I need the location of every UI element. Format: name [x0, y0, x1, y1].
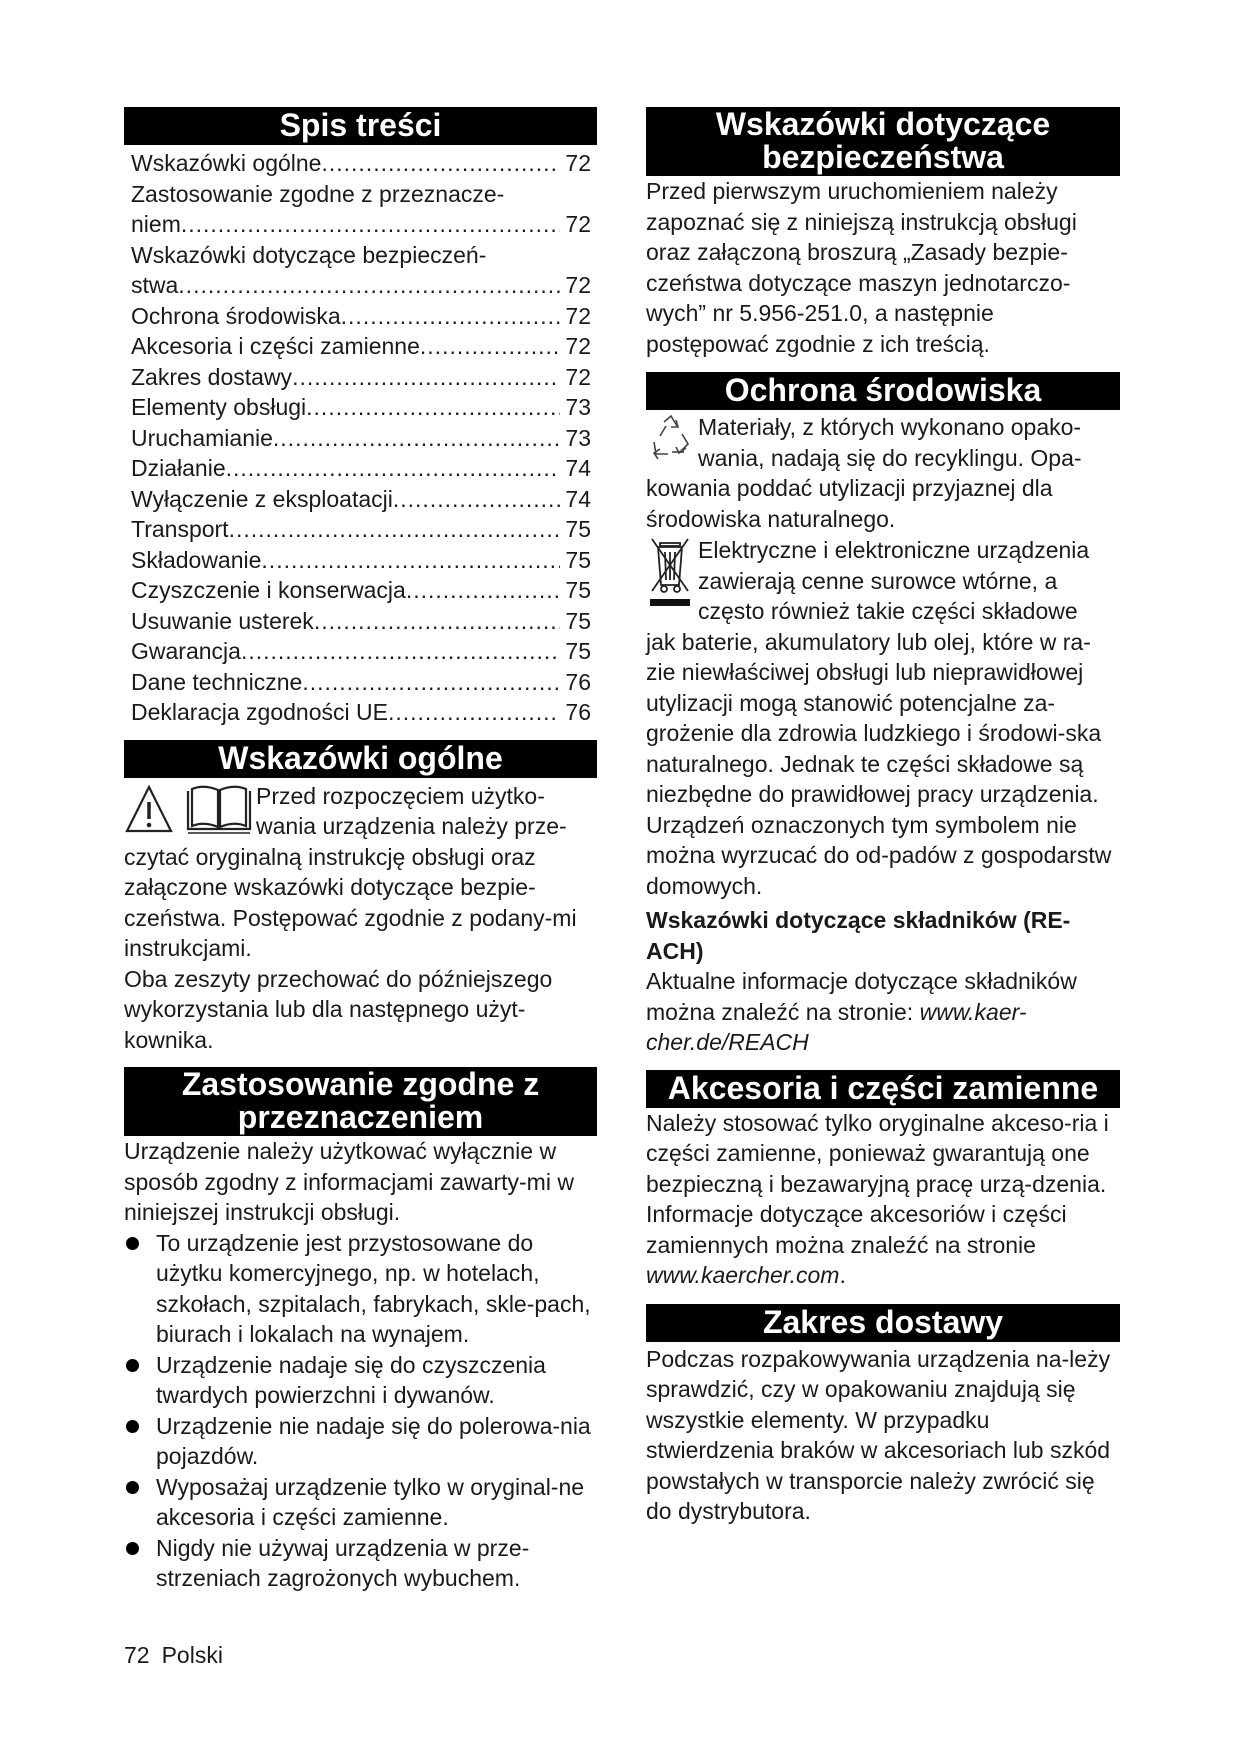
intended-use-intro: Urządzenie należy użytkować wyłącznie w sposób zgodny z informacjami zawarty-mi w niniejszej instrukcji obsługi. — [124, 1138, 574, 1225]
toc-entry[interactable]: Wskazówki ogólne ..... 72 — [131, 148, 591, 179]
reach-text: Aktualne informacje dotyczące składników można znaleźć na stronie: www.kaer-cher.de/REACH — [646, 968, 1077, 1055]
intended-use-list — [124, 1228, 597, 1594]
toc-entry[interactable]: Deklaracja zgodności UE ..... 76 — [131, 697, 591, 728]
delivery-text: Podczas rozpakowywania urządzenia na-leży sprawdzić, czy w opakowaniu znajdują się wszystkie elementy. W przypadku stwierdzenia braków w akcesoriach lub szkód powstałych w transporcie należy zwrócić się do dystrybutora. — [646, 1345, 1111, 1524]
list-item: To urządzenie jest przystosowane do użytku komercyjnego, np. w hotelach, szkołach, szpitalach, fabrykach, skle-pach, biurach i lokalach na wynajem. — [124, 1228, 597, 1350]
general-icons — [124, 781, 256, 842]
toc-entry[interactable]: Działanie ..... 74 — [131, 453, 591, 484]
right-column — [646, 107, 1120, 1527]
toc-entry[interactable]: Zastosowanie zgodne z przeznacze- niem ..... 72 — [131, 179, 591, 240]
environment-heading: Ochrona środowiska — [646, 372, 1120, 410]
crossed-bin-icon — [646, 535, 698, 623]
safety-text: Przed pierwszym uruchomieniem należy zapoznać się z niniejszą instrukcją obsługi oraz załączoną broszurą „Zasady bezpie-czeństwa dotyczące maszyn jednotarczo-wych” nr 5.956-251.0, a następnie postępować zgodnie z ich treścią. — [646, 178, 1077, 357]
toc-entry[interactable]: Gwarancja ..... 75 — [131, 636, 591, 667]
list-item: Urządzenie nie nadaje się do polerowa-nia pojazdów. — [124, 1411, 597, 1472]
list-item: Nigdy nie używaj urządzenia w prze-strzeniach zagrożonych wybuchem. — [124, 1533, 597, 1594]
toc-entry[interactable]: Wskazówki dotyczące bezpieczeń- stwa ..... 72 — [131, 240, 591, 301]
list-item: Wyposażaj urządzenie tylko w oryginal-ne akcesoria i części zamienne. — [124, 1472, 597, 1533]
toc-entry[interactable]: Zakres dostawy ..... 72 — [131, 362, 591, 393]
toc-entry[interactable]: Dane techniczne ..... 76 — [131, 667, 591, 698]
toc-entry[interactable]: Składowanie ..... 75 — [131, 545, 591, 576]
toc-entry[interactable]: Wyłączenie z eksploatacji ..... 74 — [131, 484, 591, 515]
accessories-p1: Należy stosować tylko oryginalne akceso-ria i części zamienne, ponieważ gwarantują one bezpieczną i bezawaryjną pracę urzą-dzenia. — [646, 1109, 1109, 1197]
toc-entry[interactable]: Elementy obsługi ..... 73 — [131, 392, 591, 423]
safety-heading: Wskazówki dotyczące bezpieczeństwa — [646, 107, 1120, 176]
warning-triangle-icon — [124, 781, 256, 839]
toc-entry[interactable]: Uruchamianie ..... 73 — [131, 423, 591, 454]
general-heading: Wskazówki ogólne — [124, 740, 597, 778]
reach-link[interactable]: www.kaer-cher.de/REACH — [646, 998, 1027, 1055]
intended-use-heading: Zastosowanie zgodne z przeznaczeniem — [124, 1067, 597, 1136]
table-of-contents — [124, 148, 597, 728]
accessories-p2: Informacje dotyczące akcesoriów i części zamiennych można znaleźć na stronie www.kaercher.com. — [646, 1201, 1067, 1288]
toc-entry[interactable]: Usuwanie usterek ..... 75 — [131, 606, 591, 637]
delivery-heading: Zakres dostawy — [646, 1304, 1120, 1342]
toc-entry[interactable]: Czyszczenie i konserwacja ..... 75 — [131, 575, 591, 606]
general-section: Przed rozpoczęciem użytko- wania urządzenia należy prze- czytać oryginalną instrukcję obsługi oraz załączone wskazówki dotyczące bezpie-czeństwa. Postępować zgodnie z podany-mi instrukcjami. Oba zeszyty przechować do późniejszego wykorzystania lub dla następnego użyt-kownika. — [124, 782, 577, 1053]
page-number: 72 — [124, 1642, 150, 1668]
list-item: Urządzenie nadaje się do czyszczenia twardych powierzchni i dywanów. — [124, 1350, 597, 1411]
toc-entry[interactable]: Transport ..... 75 — [131, 514, 591, 545]
toc-entry[interactable]: Akcesoria i części zamienne ..... 72 — [131, 331, 591, 362]
language-label: Polski — [161, 1642, 223, 1668]
page-footer — [124, 1642, 223, 1669]
reach-heading: Wskazówki dotyczące składników (RE-ACH) — [646, 907, 1071, 964]
environment-weee: Elektryczne i elektroniczne urządzenia zawierają cenne surowce wtórne, a często również takie części składowe jak baterie, akumulatory lub olej, które w ra-zie niewłaściwej obsługi lub nieprawidłowej utylizacji mogą stanowić potencjalne za-grożenie dla zdrowia ludzkiego i środowi-ska naturalnego. Jednak te części składowe są niezbędne do prawidłowej pracy urządzenia. Urządzeń oznaczonych tym symbolem nie można wyrzucać do od-padów z gospodarstw domowych. — [646, 537, 1112, 899]
toc-entry[interactable]: Ochrona środowiska ..... 72 — [131, 301, 591, 332]
environment-recycle: Materiały, z których wykonano opako- wania, nadają się do recyklingu. Opa- kowania poddać utylizacji przyjaznej dla środowiska naturalnego. — [646, 414, 1082, 532]
manual-book-icon — [188, 786, 250, 832]
left-column — [124, 107, 597, 1594]
kaercher-link[interactable]: www.kaercher.com — [646, 1262, 840, 1288]
recycling-icon — [646, 412, 698, 470]
toc-heading: Spis treści — [124, 107, 597, 145]
accessories-heading: Akcesoria i części zamienne — [646, 1070, 1120, 1108]
